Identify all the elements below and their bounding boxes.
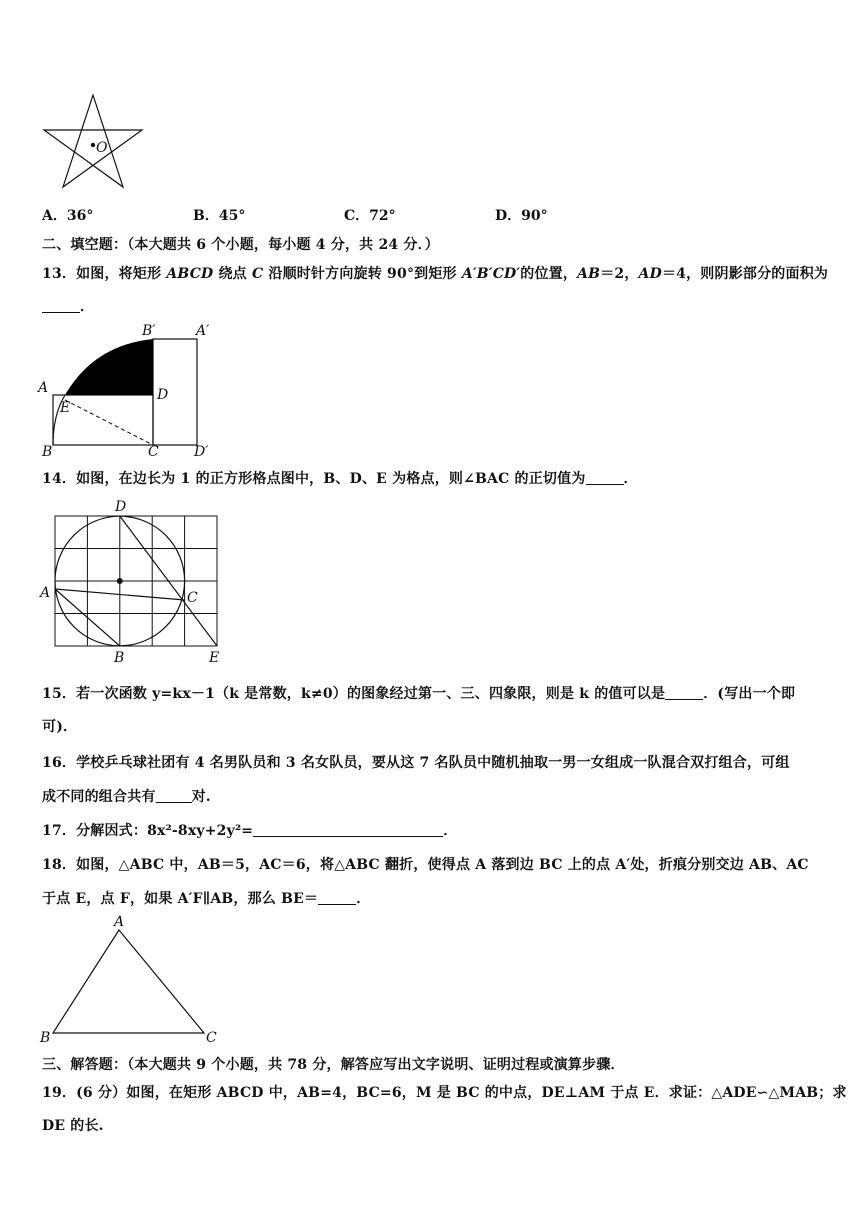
q17-text: 17．分解因式：8x²-8xy+2y²= ． — [42, 823, 458, 839]
q13-answer-line: ． — [42, 296, 94, 316]
label-c: C — [148, 444, 159, 460]
q16-line2: 成不同的组合共有 对. — [42, 789, 211, 805]
q13-text: 13．如图，将矩形 ABCD 绕点 C 沿顺时针方向旋转 90°到矩形 A′B′CD′的位置，AB＝2，AD＝4，则阴影部分的面积为 — [42, 266, 829, 282]
label-d: D — [115, 499, 127, 515]
q19-line2: DE 的长. — [42, 1118, 104, 1134]
label-c: C — [206, 1030, 217, 1046]
q18-line1: 18．如图，△ABC 中，AB＝5，AC＝6，将△ABC 翻折，使得点 A 落到边 BC 上的点 A′处，折痕分别交边 AB、AC — [42, 857, 809, 873]
section-3-heading: 三、解答题：（本大题共 9 个小题，共 78 分，解答应写出文字说明、证明过程或演算步骤． — [42, 1057, 625, 1073]
label-c: C — [187, 590, 198, 606]
label-d: D — [157, 387, 169, 403]
label-b: B — [40, 1030, 51, 1046]
label-a: A — [38, 380, 49, 396]
option-d: D．90° — [495, 208, 548, 224]
label-d-prime: D′ — [194, 444, 209, 460]
option-a: A．36° — [42, 208, 94, 224]
star-figure — [38, 90, 144, 190]
q18-line2: 于点 E，点 F，如果 A′F∥AB，那么 BE＝ ． — [42, 891, 371, 907]
section-2-heading: 二、填空题：（本大题共 6 个小题，每小题 4 分，共 24 分．） — [42, 237, 440, 253]
label-a: A — [40, 585, 51, 601]
label-a: A — [114, 914, 125, 930]
q15-line2: 可)． — [42, 719, 78, 735]
label-b: B — [114, 650, 125, 666]
label-b: B — [42, 444, 53, 460]
q19-line1: 19．(6 分）如图，在矩形 ABCD 中，AB=4，BC=6，M 是 BC 的中点，DE⊥AM 于点 E．求证：△ADE∽△MAB；求 — [42, 1085, 847, 1101]
option-c: C．72° — [344, 208, 396, 224]
center-label-o: O — [96, 140, 108, 156]
label-e: E — [60, 400, 71, 416]
q14-text: 14．如图，在边长为 1 的正方形格点图中，B、D、E 为格点，则∠BAC 的正切值为 ． — [42, 471, 638, 487]
label-b-prime: B′ — [142, 323, 156, 339]
q16-line1: 16．学校乒乓球社团有 4 名男队员和 3 名女队员，要从这 7 名队员中随机抽取一男一女组成一队混合双打组合，可组 — [42, 755, 790, 771]
q13-figure — [38, 320, 228, 460]
q14-grid-figure — [38, 498, 238, 668]
option-b: B．45° — [193, 208, 246, 224]
label-a-prime: A′ — [196, 323, 210, 339]
q15-line1: 15．若一次函数 y=kx－1（k 是常数，k≠0）的图象经过第一、三、四象限，则是 k 的值可以是 ．(写出一个即 — [42, 686, 796, 702]
q18-triangle-figure — [38, 912, 228, 1047]
label-e: E — [209, 650, 220, 666]
